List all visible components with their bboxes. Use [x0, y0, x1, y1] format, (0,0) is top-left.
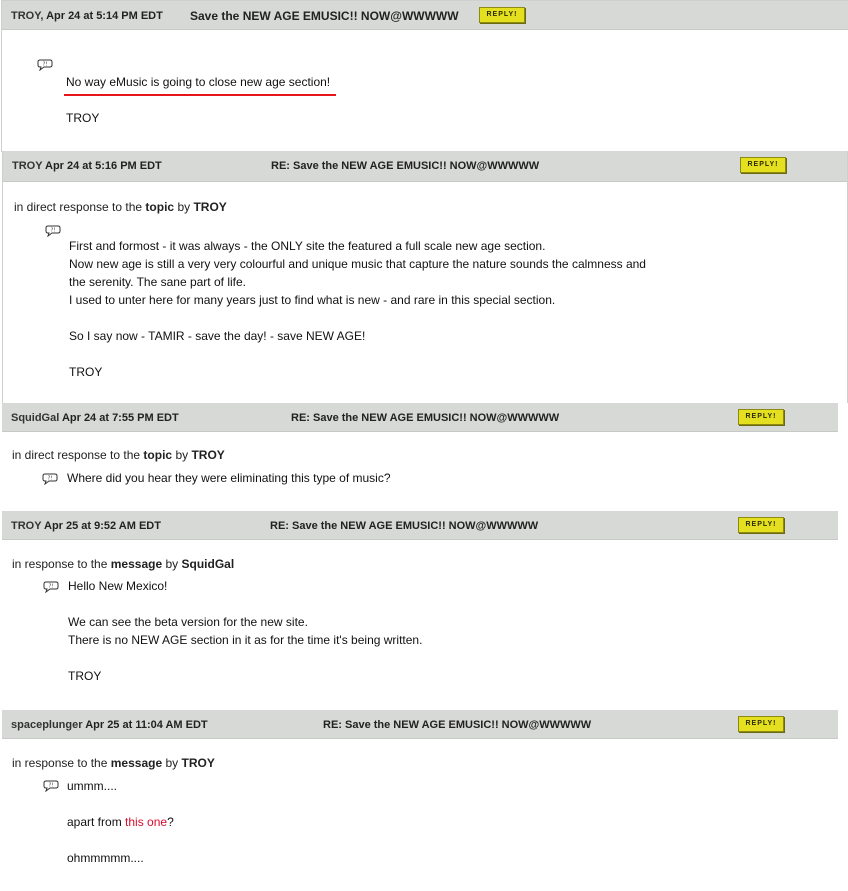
- body-gap: [67, 831, 174, 849]
- post-4: [2, 511, 838, 710]
- post-timestamp: Apr 25 at 9:52 AM EDT: [44, 520, 161, 532]
- post-body: [69, 237, 646, 381]
- context-user-link[interactable]: SquidGal: [181, 557, 235, 571]
- body-line: TROY: [66, 111, 100, 125]
- speech-bubble-icon: [43, 581, 59, 593]
- post-timestamp: Apr 24 at 5:14 PM EDT: [46, 10, 163, 22]
- post-timestamp: Apr 24 at 7:55 PM EDT: [61, 412, 179, 424]
- post-meta: [11, 520, 161, 532]
- body-line: [69, 309, 646, 327]
- body-line: [69, 345, 646, 363]
- context-target-link[interactable]: message: [110, 756, 163, 770]
- body-line: ohmmmmm....: [67, 851, 144, 865]
- post-5: [2, 710, 838, 891]
- body-line: [68, 595, 422, 613]
- body-line: Now new age is still a very very colourful and unique music that capture the nature sounds the calmness and: [69, 257, 646, 271]
- body-line: Where did you hear they were eliminating this type of music?: [67, 471, 391, 485]
- svg-text:?!: ?!: [48, 583, 54, 590]
- speech-bubble-icon: [45, 225, 61, 237]
- reply-button[interactable]: REPLY!: [738, 409, 784, 425]
- post-meta: [11, 412, 179, 424]
- author-name[interactable]: TROY: [11, 520, 42, 532]
- post-title[interactable]: RE: Save the NEW AGE EMUSIC!! NOW@WWWWW: [291, 412, 560, 424]
- body-line: TROY: [68, 669, 102, 683]
- context-user-link[interactable]: TROY: [193, 200, 227, 214]
- body-line: There is no NEW AGE section in it as for the time it's being written.: [68, 633, 423, 647]
- body-line: First and formost - it was always - the ONLY site the featured a full scale new age section.: [69, 239, 546, 253]
- post-1: [1, 0, 848, 152]
- context-target-link[interactable]: topic: [143, 448, 173, 462]
- body-line: So I say now - TAMIR - save the day! - save NEW AGE!: [69, 329, 366, 343]
- post-title[interactable]: RE: Save the NEW AGE EMUSIC!! NOW@WWWWW: [323, 719, 592, 731]
- post-timestamp: Apr 25 at 11:04 AM EDT: [85, 719, 208, 731]
- speech-bubble-icon: [42, 473, 58, 485]
- author-name[interactable]: TROY: [12, 160, 43, 172]
- post-meta: [11, 719, 208, 731]
- reply-button[interactable]: REPLY!: [740, 157, 786, 173]
- post-title[interactable]: RE: Save the NEW AGE EMUSIC!! NOW@WWWWW: [270, 520, 539, 532]
- body-line: I used to unter here for many years just to find what is new - and rare in this special section.: [69, 293, 556, 307]
- speech-bubble-icon: [37, 59, 53, 71]
- author-name[interactable]: TROY,: [11, 10, 44, 22]
- response-context: in response to the message by SquidGal: [12, 557, 235, 571]
- svg-text:?!: ?!: [50, 227, 56, 234]
- post-body: [67, 469, 391, 487]
- body-line: Hello New Mexico!: [68, 579, 168, 593]
- speech-bubble-icon: [43, 780, 59, 792]
- post-header: [2, 511, 838, 540]
- body-gap: [67, 795, 174, 813]
- body-line: We can see the beta version for the new site.: [68, 615, 308, 629]
- this-one-link[interactable]: this one: [125, 815, 168, 829]
- body-line: No way eMusic is going to close new age section!: [66, 75, 331, 89]
- post-title[interactable]: RE: Save the NEW AGE EMUSIC!! NOW@WWWWW: [271, 160, 540, 172]
- post-header: [3, 151, 847, 182]
- post-meta: [12, 160, 162, 172]
- reply-button[interactable]: REPLY!: [738, 517, 784, 533]
- annotation-underline: [64, 94, 336, 96]
- svg-text:?!: ?!: [48, 782, 54, 789]
- response-context: in direct response to the topic by TROY: [12, 448, 225, 462]
- body-line: [68, 649, 422, 667]
- post-body: [66, 73, 330, 127]
- post-3: [2, 403, 838, 511]
- context-target-link[interactable]: topic: [145, 200, 175, 214]
- context-user-link[interactable]: TROY: [181, 756, 215, 770]
- post-body: [68, 577, 422, 685]
- post-header: [2, 710, 838, 739]
- context-target-link[interactable]: message: [110, 557, 163, 571]
- body-line: apart from this one?: [67, 815, 174, 829]
- svg-text:?!: ?!: [47, 475, 53, 482]
- post-header: [2, 403, 838, 432]
- context-user-link[interactable]: TROY: [191, 448, 225, 462]
- svg-text:?!: ?!: [42, 61, 48, 68]
- response-context: in response to the message by TROY: [12, 756, 215, 770]
- post-timestamp: Apr 24 at 5:16 PM EDT: [45, 160, 162, 172]
- reply-button[interactable]: REPLY!: [479, 7, 525, 23]
- author-name[interactable]: spaceplunger: [11, 719, 83, 731]
- body-line: TROY: [69, 365, 103, 379]
- post-header: [2, 1, 848, 30]
- post-meta: [11, 10, 163, 22]
- post-body: [67, 777, 174, 867]
- body-line: ummm....: [67, 779, 117, 793]
- post-2: [2, 151, 848, 403]
- response-context: in direct response to the topic by TROY: [14, 200, 227, 214]
- post-title[interactable]: Save the NEW AGE EMUSIC!! NOW@WWWWW: [190, 9, 459, 23]
- reply-button[interactable]: REPLY!: [738, 716, 784, 732]
- author-name[interactable]: SquidGal: [11, 412, 60, 424]
- body-line: the serenity. The sane part of life.: [69, 275, 246, 289]
